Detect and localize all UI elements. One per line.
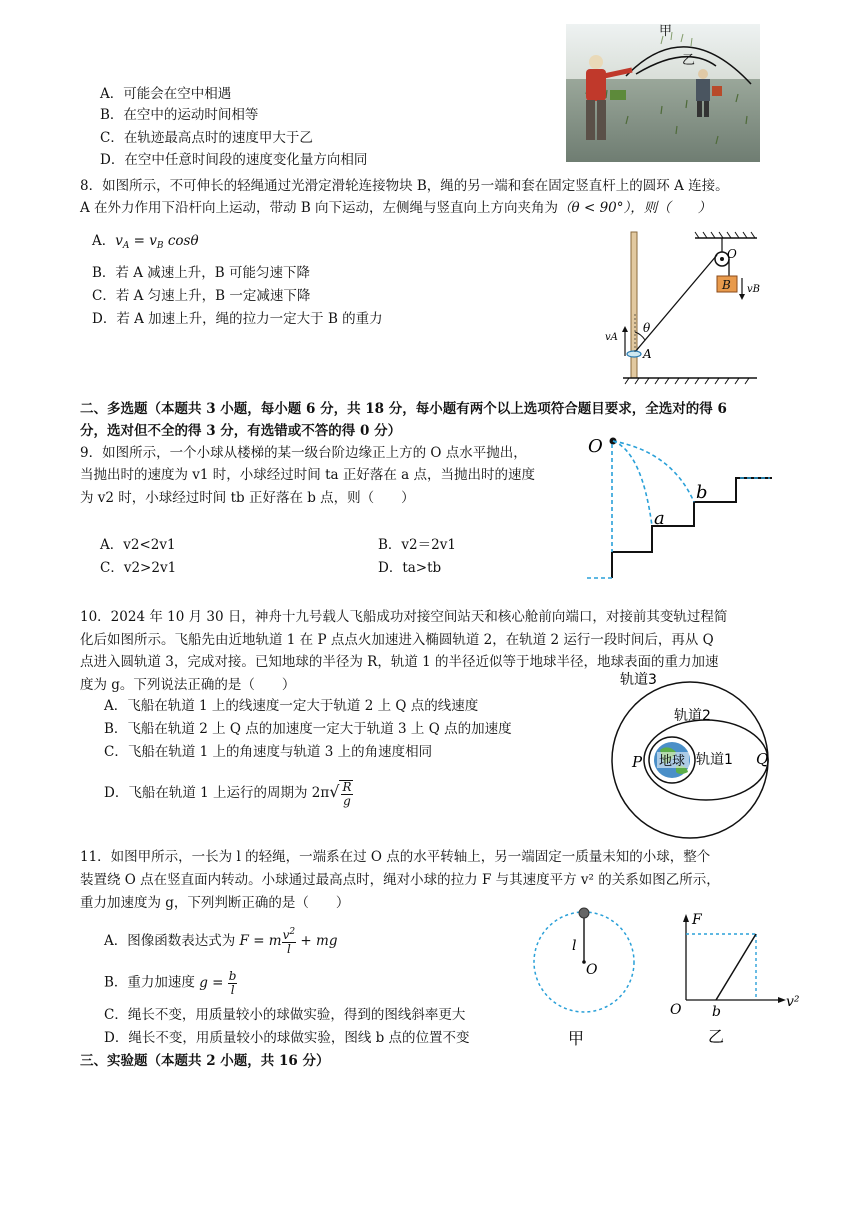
q11-option-b-formula: g = $\frac{b}{l}$ bbox=[199, 969, 237, 997]
q8-option-c: C．若 A 匀速上升，B 一定减速下降 bbox=[92, 288, 311, 304]
q7-photo-label-yi: 乙 bbox=[682, 53, 696, 68]
q10-fig-label-earth: 地球 bbox=[659, 754, 686, 769]
q9-option-d: D．ta>tb bbox=[378, 560, 442, 576]
section2-heading-line2: 分，选对但不全的得 3 分，有选错或不答的得 0 分） bbox=[80, 423, 402, 439]
q11-option-a-formula: F = m $\frac{v^2}{l}$ + mg bbox=[239, 927, 338, 956]
q10-option-d-formula: 2π√ $\frac{R}{g}$ bbox=[311, 780, 352, 808]
q9-fig-label-b: b bbox=[696, 482, 708, 503]
q9-fig-label-a: a bbox=[654, 508, 665, 529]
q10-fig-label-q: Q bbox=[756, 750, 769, 768]
q10-option-c: C．飞船在轨道 1 上的角速度与轨道 3 上的角速度相同 bbox=[104, 744, 433, 760]
q11-fig-label-f: F bbox=[692, 912, 702, 928]
q10-fig-label-orbit3: 轨道3 bbox=[620, 672, 657, 688]
q7-option-a: A．可能会在空中相遇 bbox=[100, 86, 232, 102]
q8-option-b: B．若 A 减速上升，B 可能匀速下降 bbox=[92, 265, 310, 281]
q10-option-b: B．飞船在轨道 2 上 Q 点的加速度一定大于轨道 3 上 Q 点的加速度 bbox=[104, 721, 512, 737]
q10-stem-line3: 点进入圆轨道 3，完成对接。已知地球的半径为 R，轨道 1 的半径近似等于地球半径，地球表面的重力加速 bbox=[80, 654, 719, 670]
q11-option-a: A．图像函数表达式为 F = m $\frac{v^2}{l}$ + mg bbox=[104, 927, 338, 956]
q11-figure-yi bbox=[664, 908, 814, 1048]
q7-option-b: B．在空中的运动时间相等 bbox=[100, 107, 259, 123]
q11-stem-line2: 装置绕 O 点在竖直面内转动。小球通过最高点时，绳对小球的拉力 F 与其速度平方 v² 的关系如图乙所示， bbox=[80, 872, 720, 888]
q9-fig-label-o: O bbox=[588, 436, 603, 457]
q7-photo bbox=[566, 24, 760, 162]
q8-fig-label-o: O bbox=[727, 247, 737, 261]
q11-fig-label-v2: v² bbox=[786, 994, 800, 1010]
q11-stem-line3: 重力加速度为 g，下列判断正确的是（ ） bbox=[80, 895, 350, 911]
q10-stem-line1: 10．2024 年 10 月 30 日，神舟十九号载人飞船成功对接空间站天和核心舱前向端口，对接前其变轨过程简 bbox=[80, 609, 728, 625]
q8-figure bbox=[595, 228, 765, 386]
q8-option-d: D．若 A 加速上升，绳的拉力一定大于 B 的重力 bbox=[92, 311, 383, 327]
q10-stem-line4: 度为 g。下列说法正确的是（ ） bbox=[80, 677, 296, 693]
q9-option-b: B．v2＝2v1 bbox=[378, 537, 456, 553]
q11-fig-label-l: l bbox=[572, 938, 577, 954]
q11-fig-label-yi: 乙 bbox=[708, 1027, 725, 1046]
q9-option-a: A．v2<2v1 bbox=[100, 537, 176, 553]
q9-figure bbox=[582, 432, 772, 582]
section2-heading-line1: 二、多选题（本题共 3 小题，每小题 6 分，共 18 分，每小题有两个以上选项符合题目要求，全选对的得 6 bbox=[80, 401, 727, 417]
q11-stem-line1: 11．如图甲所示，一长为 l 的轻绳，一端系在过 O 点的水平转轴上，另一端固定一质量未知的小球，整个 bbox=[80, 849, 711, 865]
q8-option-a: A．$v_A = v_B$ cosθ bbox=[92, 233, 199, 251]
q11-fig-label-o-yi: O bbox=[670, 1002, 682, 1018]
q10-stem-line2: 化后如图所示。飞船先由近地轨道 1 在 P 点点火加速进入椭圆轨道 2，在轨道 2 运行一段时间后，再从 Q bbox=[80, 632, 714, 648]
q10-option-d: D．飞船在轨道 1 上运行的周期为 2π√ $\frac{R}{g}$ bbox=[104, 780, 352, 808]
q9-stem-line2: 当抛出时的速度为 v1 时，小球经过时间 ta 正好落在 a 点，当抛出时的速度 bbox=[80, 467, 535, 483]
q8-fig-label-va: vA bbox=[605, 332, 618, 343]
q8-stem-line1: 8．如图所示，不可伸长的轻绳通过光滑定滑轮连接物块 B，绳的另一端和套在固定竖直杆上的圆环 A 连接。 bbox=[80, 178, 729, 194]
q8-fig-label-theta: θ bbox=[643, 321, 651, 335]
q9-option-c: C．v2>2v1 bbox=[100, 560, 177, 576]
q9-stem-line3: 为 v2 时，小球经过时间 tb 正好落在 b 点，则（ ） bbox=[80, 490, 415, 506]
q10-option-a: A．飞船在轨道 1 上的线速度一定大于轨道 2 上 Q 点的线速度 bbox=[104, 698, 479, 714]
q11-fig-label-b: b bbox=[712, 1004, 721, 1020]
q8-stem-line2: A 在外力作用下沿杆向上运动，带动 B 向下运动，左侧绳与竖直向上方向夹角为（θ < 90°），则（ ） bbox=[80, 200, 712, 216]
q11-option-d: D．绳长不变，用质量较小的球做实验，图线 b 点的位置不变 bbox=[104, 1030, 470, 1046]
q10-fig-label-orbit2: 轨道2 bbox=[674, 708, 711, 724]
q11-figure-jia bbox=[530, 902, 640, 1052]
q11-option-b: B．重力加速度 g = $\frac{b}{l}$ bbox=[104, 969, 237, 997]
q8-option-a-formula: $v_A = v_B$ cosθ bbox=[115, 233, 199, 251]
section3-heading: 三、实验题（本题共 2 小题，共 16 分） bbox=[80, 1053, 330, 1069]
q7-option-d: D．在空中任意时间段的速度变化量方向相同 bbox=[100, 152, 368, 168]
q11-fig-label-jia: 甲 bbox=[568, 1029, 585, 1048]
q8-fig-label-a: A bbox=[643, 347, 652, 361]
q10-fig-label-p: P bbox=[632, 753, 643, 771]
q10-figure bbox=[596, 668, 786, 840]
q8-fig-label-b: B bbox=[722, 278, 731, 292]
q8-fig-label-vb: vB bbox=[747, 284, 760, 295]
q7-option-c: C．在轨迹最高点时的速度甲大于乙 bbox=[100, 130, 313, 146]
q9-stem-line1: 9．如图所示，一个小球从楼梯的某一级台阶边缘正上方的 O 点水平抛出， bbox=[80, 445, 527, 461]
q7-photo-label-jia: 甲 bbox=[659, 24, 673, 39]
q11-option-c: C．绳长不变，用质量较小的球做实验，得到的图线斜率更大 bbox=[104, 1007, 466, 1023]
q11-fig-label-o-jia: O bbox=[586, 962, 598, 978]
q10-fig-label-orbit1: 轨道1 bbox=[696, 752, 733, 768]
